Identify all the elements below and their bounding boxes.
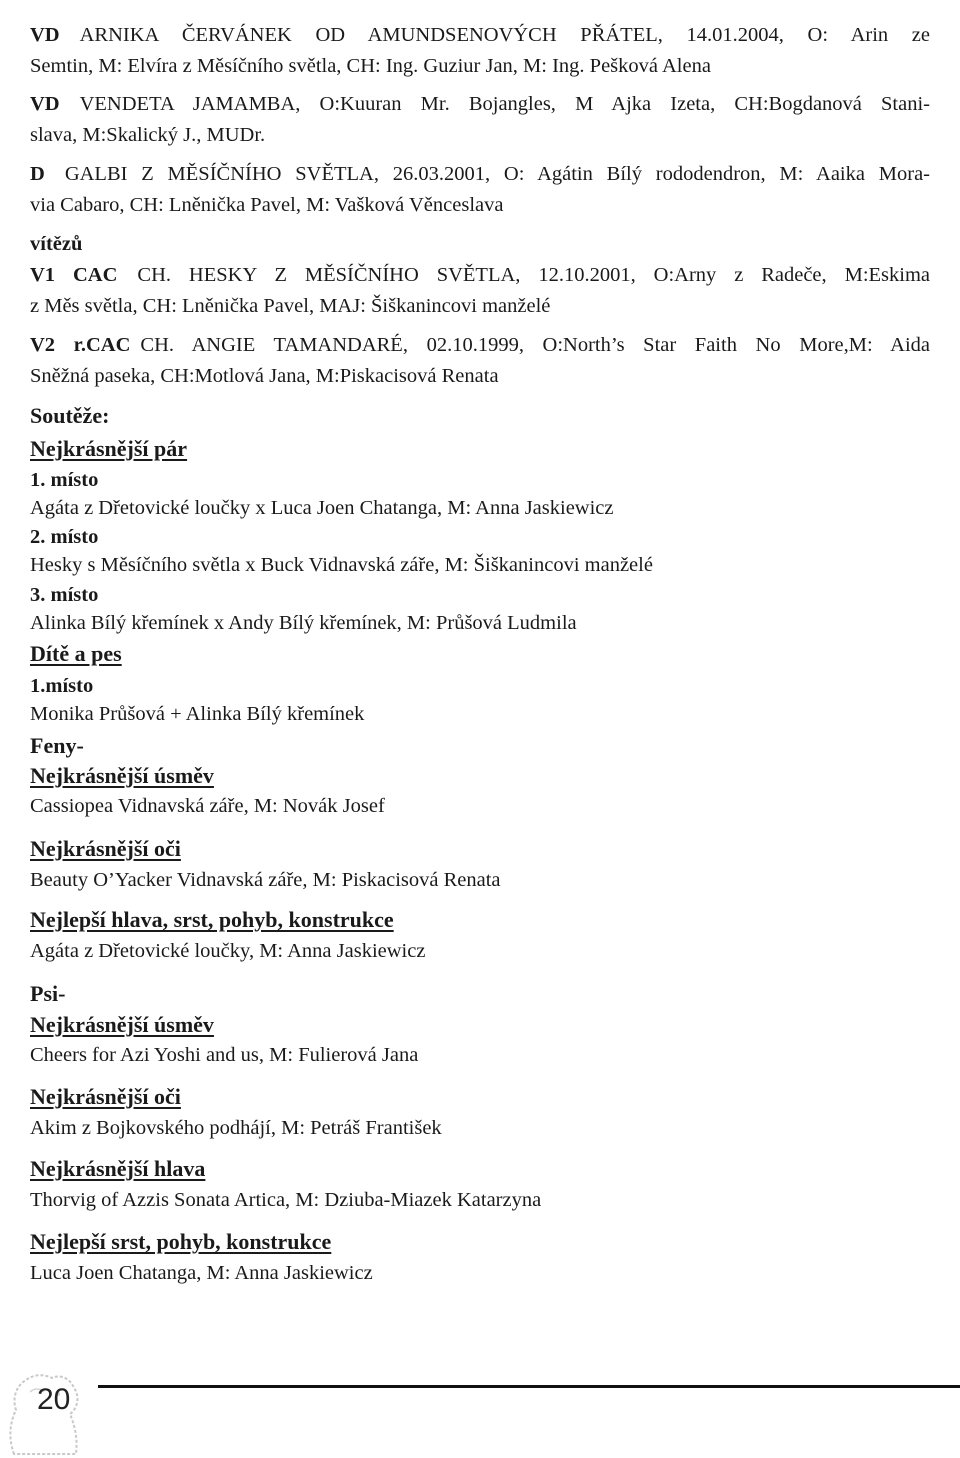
category-heading: Nejkrásnější hlava xyxy=(30,1156,206,1181)
place-label: 1. místo xyxy=(30,469,99,491)
section-heading-pair: Nejkrásnější pár xyxy=(30,436,188,461)
category-heading: Nejkrásnější oči xyxy=(30,1084,181,1109)
entry-line: VENDETA JAMAMBA, O:Kuuran Mr. Bojangles, M Ajka Izeta, CH:Bogdanová Stani- xyxy=(79,93,930,115)
result-entry-v1 xyxy=(30,260,930,322)
entry-line: CH. ANGIE TAMANDARÉ, 02.10.1999, O:North’s Star Faith No More,M: Aida xyxy=(140,334,930,356)
entry-line: z Měs světla, CH: Lněnička Pavel, MAJ: Šiškanincovi manželé xyxy=(30,295,551,317)
winners-label: vítězů xyxy=(30,233,83,255)
place-label: 2. místo xyxy=(30,526,99,548)
grade-code: VD xyxy=(30,93,60,115)
females-title: Feny- xyxy=(30,733,84,758)
place-text: Agáta z Dřetovické loučky x Luca Joen Chatanga, M: Anna Jaskiewicz xyxy=(30,497,614,519)
entry-line: ARNIKA ČERVÁNEK OD AMUNDSENOVÝCH PŘÁTEL, 14.01.2004, O: Arin ze xyxy=(79,24,930,46)
entry-line: slava, M:Skalický J., MUDr. xyxy=(30,124,266,146)
place-label: 1.místo xyxy=(30,675,94,697)
entry-line: via Cabaro, CH: Lněnička Pavel, M: Vašková Věnceslava xyxy=(30,194,504,216)
entry-line: GALBI Z MĚSÍČNÍHO SVĚTLA, 26.03.2001, O: Agátin Bílý rododendron, M: Aaika Mora- xyxy=(64,163,930,185)
males-title: Psi- xyxy=(30,981,66,1006)
category-winner: Cassiopea Vidnavská záře, M: Novák Josef xyxy=(30,795,385,817)
category-heading: Nejlepší srst, pohyb, konstrukce xyxy=(30,1229,332,1254)
category-winner: Luca Joen Chatanga, M: Anna Jaskiewicz xyxy=(30,1262,373,1284)
result-entry-v2 xyxy=(30,330,930,392)
category-winner: Thorvig of Azzis Sonata Artica, M: Dziuba-Miazek Katarzyna xyxy=(30,1189,542,1211)
category-heading: Nejkrásnější úsměv xyxy=(30,763,214,788)
entry-line: Semtin, M: Elvíra z Měsíčního světla, CH: Ing. Guziur Jan, M: Ing. Pešková Alena xyxy=(30,55,711,77)
result-entry-d xyxy=(30,159,930,221)
category-winner: Agáta z Dřetovické loučky, M: Anna Jaskiewicz xyxy=(30,940,426,962)
place-text: Alinka Bílý křemínek x Andy Bílý křemínek, M: Průšová Ludmila xyxy=(30,612,577,634)
grade-code: V1 CAC xyxy=(30,264,118,286)
category-winner: Akim z Bojkovského podhájí, M: Petráš František xyxy=(30,1117,442,1139)
competitions-title: Soutěže: xyxy=(30,403,110,428)
place-text: Hesky s Měsíčního světla x Buck Vidnavská záře, M: Šiškanincovi manželé xyxy=(30,554,653,576)
grade-code: D xyxy=(30,163,45,185)
result-entry-vd2 xyxy=(30,89,930,151)
category-heading: Nejkrásnější oči xyxy=(30,836,181,861)
category-winner: Cheers for Azi Yoshi and us, M: Fulierová Jana xyxy=(30,1044,419,1066)
category-winner: Beauty O’Yacker Vidnavská záře, M: Piskacisová Renata xyxy=(30,869,501,891)
grade-code: VD xyxy=(30,24,60,46)
page-number: 20 xyxy=(37,1383,71,1416)
entry-line: Sněžná paseka, CH:Motlová Jana, M:Piskacisová Renata xyxy=(30,365,499,387)
grade-code: V2 r.CAC xyxy=(30,334,131,356)
result-entry-vd1 xyxy=(30,20,930,82)
entry-line: CH. HESKY Z MĚSÍČNÍHO SVĚTLA, 12.10.2001, O:Arny z Radeče, M:Eskima xyxy=(137,264,931,286)
section-heading-child: Dítě a pes xyxy=(30,641,122,666)
place-text: Monika Průšová + Alinka Bílý křemínek xyxy=(30,703,365,725)
category-heading: Nejkrásnější úsměv xyxy=(30,1012,214,1037)
place-label: 3. místo xyxy=(30,584,99,606)
footer-rule xyxy=(98,1385,960,1388)
category-heading: Nejlepší hlava, srst, pohyb, konstrukce xyxy=(30,907,394,932)
